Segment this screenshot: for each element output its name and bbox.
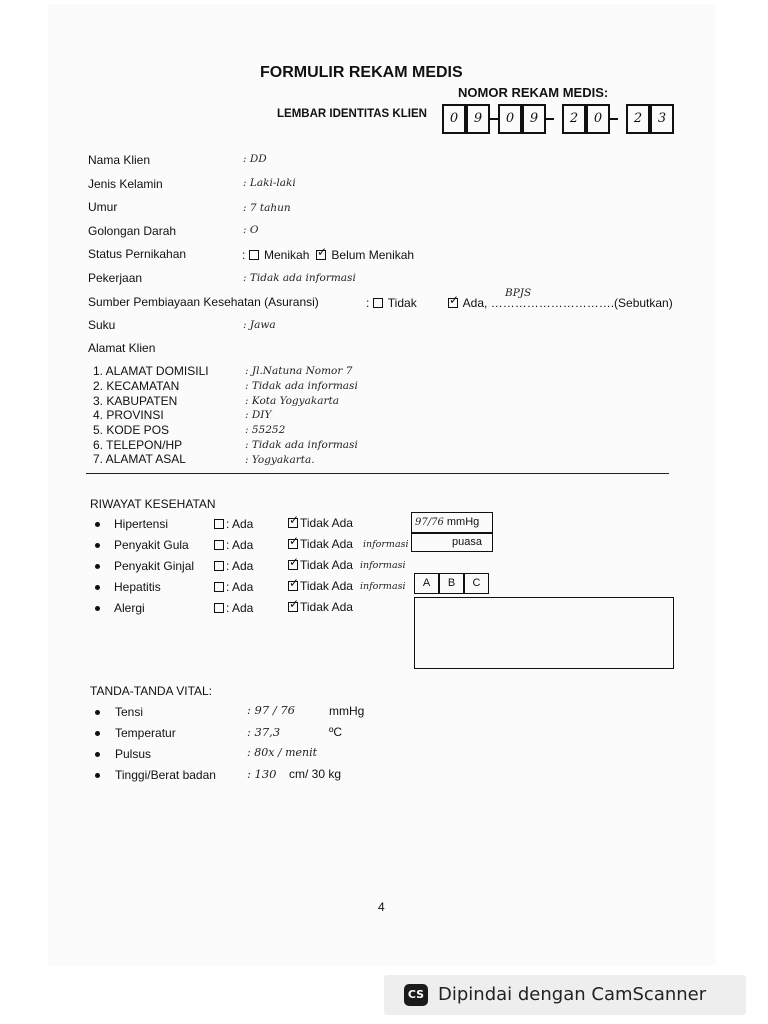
vital-title: TANDA-TANDA VITAL:	[90, 684, 213, 698]
riwayat-label: Hipertensi	[114, 517, 169, 531]
tidak-ada-label: Tidak Ada	[300, 537, 353, 551]
record-digit-5: 2	[562, 104, 586, 134]
address-value: : 55252	[245, 424, 286, 436]
riwayat-note: informasi	[363, 539, 409, 550]
option-ada: Ada, ………………………….(Sebutkan)	[462, 296, 673, 310]
riwayat-label: Alergi	[114, 601, 145, 615]
checkbox-asuransi-tidak[interactable]	[373, 298, 383, 308]
riwayat-note: informasi	[360, 581, 406, 592]
riwayat-tidak	[288, 600, 353, 614]
riwayat-title: RIWAYAT KESEHATAN	[90, 497, 216, 511]
camscanner-badge	[384, 975, 746, 1015]
vital-label: Temperatur	[115, 726, 176, 740]
riwayat-tidak	[288, 537, 353, 551]
ada-label: : Ada	[226, 580, 254, 594]
checkbox-ada[interactable]	[214, 603, 224, 613]
address-label: 3. KABUPATEN	[93, 394, 178, 408]
nama-label: Nama Klien	[88, 153, 151, 167]
pekerjaan-value: : Tidak ada informasi	[243, 272, 356, 284]
bullet	[95, 773, 100, 778]
checkbox-belum-menikah[interactable]	[316, 250, 326, 260]
checkbox-ada[interactable]	[214, 519, 224, 529]
checkbox-ada[interactable]	[214, 561, 224, 571]
address-label: 7. ALAMAT ASAL	[93, 452, 186, 466]
nama-value: : DD	[243, 153, 267, 165]
form-title: FORMULIR REKAM MEDIS	[260, 64, 463, 81]
umur-label: Umur	[88, 200, 118, 214]
checkbox-ada[interactable]	[214, 540, 224, 550]
address-value: : Yogyakarta.	[245, 454, 315, 466]
checkbox-tidak-ada[interactable]	[288, 560, 298, 570]
address-value: : DIY	[245, 409, 272, 421]
address-value: : Tidak ada informasi	[245, 380, 358, 392]
record-digit-7: 2	[626, 104, 650, 134]
record-dash	[610, 118, 618, 120]
bp-handwritten: 97/76	[415, 517, 444, 528]
checkbox-ada[interactable]	[214, 582, 224, 592]
golongan-darah-label: Golongan Darah	[88, 224, 177, 238]
suku-value: : Jawa	[243, 319, 276, 331]
ada-label: : Ada	[226, 538, 254, 552]
hepatitis-cell-b: B	[439, 573, 464, 594]
checkbox-tidak-ada[interactable]	[288, 602, 298, 612]
blood-pressure-box	[411, 512, 493, 533]
vital-unit: cm/ 30 kg	[289, 767, 342, 781]
hepatitis-cell-c: C	[464, 573, 489, 594]
colon: :	[366, 296, 373, 310]
golongan-darah-value: : O	[243, 224, 259, 236]
address-value: : Kota Yogyakarta	[245, 395, 339, 407]
section-divider	[86, 473, 669, 474]
vital-label: Tinggi/Berat badan	[115, 768, 216, 782]
bullet	[95, 585, 100, 590]
bullet	[95, 606, 100, 611]
form-paper	[48, 4, 716, 966]
sumber-pembiayaan-ada	[448, 296, 673, 310]
address-label: 1. ALAMAT DOMISILI	[93, 364, 209, 378]
bullet	[95, 522, 100, 527]
puasa-label: puasa	[452, 536, 482, 548]
tidak-ada-label: Tidak Ada	[300, 516, 353, 530]
ada-label: : Ada	[226, 601, 254, 615]
allergy-notes-box	[414, 597, 674, 669]
status-pernikahan-label: Status Pernikahan	[88, 247, 187, 261]
ada-label: : Ada	[226, 517, 254, 531]
record-dash	[490, 118, 498, 120]
ada-label: : Ada	[226, 559, 254, 573]
vital-label: Pulsus	[115, 747, 152, 761]
riwayat-ada	[206, 517, 253, 531]
tidak-ada-label: Tidak Ada	[300, 579, 353, 593]
tidak-ada-label: Tidak Ada	[300, 600, 353, 614]
checkbox-tidak-ada[interactable]	[288, 539, 298, 549]
riwayat-ada	[206, 559, 253, 573]
riwayat-label: Penyakit Ginjal	[114, 559, 195, 573]
asuransi-handwritten: BPJS	[505, 287, 532, 299]
bullet	[95, 564, 100, 569]
vital-value: : 130	[247, 767, 277, 781]
alamat-klien-label: Alamat Klien	[88, 341, 156, 355]
option-tidak: Tidak	[387, 296, 417, 310]
bullet	[95, 752, 100, 757]
hepatitis-cell-a: A	[414, 573, 439, 594]
vital-value: : 37,3	[247, 725, 281, 739]
vital-value: : 97 / 76	[247, 703, 295, 717]
bullet	[95, 710, 100, 715]
vital-value: : 80x / menit	[247, 746, 318, 759]
bullet	[95, 543, 100, 548]
jenis-kelamin-label: Jenis Kelamin	[88, 177, 163, 191]
lembar-identitas-label: LEMBAR IDENTITAS KLIEN	[277, 108, 427, 120]
sumber-pembiayaan-label: Sumber Pembiayaan Kesehatan (Asuransi)	[88, 295, 319, 309]
bullet	[95, 731, 100, 736]
tidak-ada-label: Tidak Ada	[300, 558, 353, 572]
riwayat-ada	[206, 601, 253, 615]
camscanner-text: Dipindai dengan CamScanner	[438, 984, 707, 1005]
riwayat-label: Hepatitis	[114, 580, 161, 594]
riwayat-tidak	[288, 558, 353, 572]
record-digit-4: 9	[522, 104, 546, 134]
checkbox-menikah[interactable]	[249, 250, 259, 260]
address-label: 4. PROVINSI	[93, 408, 164, 422]
vital-unit: ºC	[329, 725, 343, 739]
umur-value: : 7 tahun	[243, 202, 291, 214]
pekerjaan-label: Pekerjaan	[88, 271, 143, 285]
page-number: 4	[378, 900, 385, 914]
puasa-box	[411, 533, 493, 552]
checkbox-tidak-ada[interactable]	[288, 518, 298, 528]
option-menikah: Menikah	[264, 248, 310, 262]
address-label: 5. KODE POS	[93, 423, 170, 437]
checkbox-tidak-ada[interactable]	[288, 581, 298, 591]
suku-label: Suku	[88, 318, 116, 332]
riwayat-tidak	[288, 516, 353, 530]
riwayat-label: Penyakit Gula	[114, 538, 189, 552]
status-pernikahan-options	[242, 248, 414, 262]
checkbox-asuransi-ada[interactable]	[448, 298, 458, 308]
vital-unit: mmHg	[329, 704, 365, 718]
riwayat-note: informasi	[360, 560, 406, 571]
address-value: : Tidak ada informasi	[245, 439, 358, 451]
record-digit-3: 0	[498, 104, 522, 134]
riwayat-tidak	[288, 579, 353, 593]
option-belum-menikah: Belum Menikah	[331, 248, 415, 262]
vital-label: Tensi	[115, 705, 144, 719]
colon: :	[242, 248, 249, 262]
record-digit-8: 3	[650, 104, 674, 134]
riwayat-ada	[206, 538, 253, 552]
address-value: : Jl.Natuna Nomor 7	[245, 365, 353, 377]
record-digit-6: 0	[586, 104, 610, 134]
bp-unit: mmHg	[446, 516, 480, 528]
riwayat-ada	[206, 580, 253, 594]
record-digit-2: 9	[466, 104, 490, 134]
address-label: 6. TELEPON/HP	[93, 438, 183, 452]
nomor-rekam-label: NOMOR REKAM MEDIS:	[458, 85, 609, 100]
address-label: 2. KECAMATAN	[93, 379, 180, 393]
record-dash	[546, 118, 554, 120]
sumber-pembiayaan-tidak	[366, 296, 417, 310]
camscanner-logo-icon: CS	[404, 984, 428, 1006]
record-digit-1: 0	[442, 104, 466, 134]
jenis-kelamin-value: : Laki-laki	[243, 177, 296, 189]
